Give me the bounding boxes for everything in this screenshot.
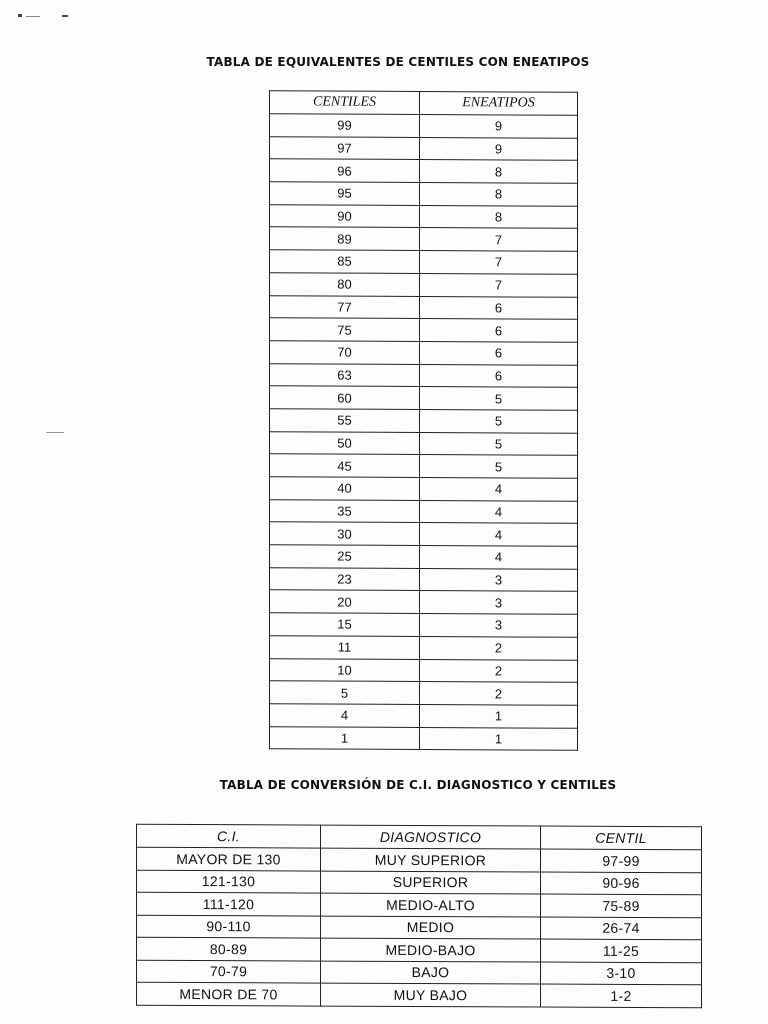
table-row [270, 590, 578, 614]
table-header-row [270, 91, 578, 116]
cell-eneatipo: 4 [420, 500, 578, 524]
cell-eneatipo: 1 [420, 704, 578, 728]
cell-diagnostico: MUY SUPERIOR [321, 848, 541, 871]
cell-eneatipo: 1 [420, 727, 578, 751]
cell-centil: 55 [270, 409, 420, 432]
table-row [270, 295, 578, 319]
cell-centil: 20 [270, 590, 420, 613]
cell-centil: 99 [270, 114, 420, 137]
table-row [137, 960, 702, 985]
cell-centil: 25 [270, 545, 420, 568]
table-row [270, 386, 578, 410]
cell-centil: 90 [270, 204, 420, 227]
table-row [270, 182, 578, 206]
table-row [270, 363, 578, 387]
cell-centil: 90-96 [541, 872, 702, 895]
table-row [270, 545, 578, 569]
scan-mark [18, 14, 22, 17]
cell-eneatipo: 4 [420, 523, 578, 547]
cell-eneatipo: 5 [420, 432, 578, 456]
cell-centil: 60 [270, 386, 420, 409]
cell-centil: 15 [270, 613, 420, 636]
cell-eneatipo: 9 [420, 114, 578, 138]
cell-centil: 4 [270, 704, 420, 727]
cell-eneatipo: 8 [420, 183, 578, 207]
cell-eneatipo: 7 [420, 228, 578, 252]
cell-ci: 70-79 [137, 960, 321, 983]
cell-centil: 85 [270, 250, 420, 273]
column-header-eneatipos: ENEATIPOS [420, 91, 578, 115]
cell-eneatipo: 7 [420, 251, 578, 275]
cell-diagnostico: MUY BAJO [321, 983, 541, 1006]
cell-eneatipo: 8 [420, 160, 578, 184]
table-row [270, 114, 578, 138]
table-row [270, 704, 578, 728]
table1-title: TABLA DE EQUIVALENTES DE CENTILES CON ENEATIPOS [206, 55, 590, 69]
table-row [270, 681, 578, 705]
cell-centil: 97-99 [541, 849, 702, 872]
table-row [137, 892, 702, 917]
table-row [270, 318, 578, 342]
cell-diagnostico: MEDIO-ALTO [321, 893, 541, 916]
table-row [270, 159, 578, 183]
cell-eneatipo: 4 [420, 546, 578, 570]
cell-diagnostico: BAJO [321, 961, 541, 984]
table-row [270, 636, 578, 660]
table-row [270, 567, 578, 591]
table-row [270, 454, 578, 478]
table-row [270, 658, 578, 682]
table-row [270, 409, 578, 433]
cell-ci: MAYOR DE 130 [137, 847, 321, 870]
table-row [270, 136, 578, 160]
cell-ci: 121-130 [137, 870, 321, 893]
table-header-row [137, 824, 702, 849]
cell-centil: 10 [270, 658, 420, 681]
table-row [270, 499, 578, 523]
centiles-eneatipos-table [269, 90, 578, 751]
column-header-ci: C.I. [137, 824, 321, 848]
cell-centil: 26-74 [541, 917, 702, 940]
cell-eneatipo: 8 [420, 205, 578, 229]
column-header-diagnostico: DIAGNOSTICO [321, 825, 541, 849]
table-row [137, 847, 702, 872]
cell-centil: 1 [270, 726, 420, 749]
cell-eneatipo: 3 [420, 591, 578, 615]
table-row [270, 613, 578, 637]
cell-diagnostico: MEDIO-BAJO [321, 938, 541, 961]
table-row [270, 273, 578, 297]
cell-eneatipo: 5 [420, 387, 578, 411]
table-row [137, 870, 702, 895]
cell-centil: 35 [270, 499, 420, 522]
cell-eneatipo: 2 [420, 682, 578, 706]
cell-eneatipo: 5 [420, 409, 578, 433]
table-row [270, 227, 578, 251]
cell-centil: 89 [270, 227, 420, 250]
cell-eneatipo: 3 [420, 568, 578, 592]
cell-eneatipo: 4 [420, 477, 578, 501]
cell-centil: 11 [270, 636, 420, 659]
cell-centil: 70 [270, 341, 420, 364]
table-row [270, 477, 578, 501]
cell-diagnostico: MEDIO [321, 916, 541, 939]
cell-eneatipo: 6 [420, 364, 578, 388]
column-header-centiles: CENTILES [270, 91, 420, 115]
cell-eneatipo: 9 [420, 137, 578, 161]
scan-mark [62, 15, 68, 17]
cell-eneatipo: 6 [420, 319, 578, 343]
cell-centil: 97 [270, 136, 420, 159]
cell-eneatipo: 5 [420, 455, 578, 479]
table-row [270, 204, 578, 228]
cell-centil: 80 [270, 273, 420, 296]
cell-centil: 23 [270, 567, 420, 590]
cell-centil: 40 [270, 477, 420, 500]
cell-diagnostico: SUPERIOR [321, 871, 541, 894]
cell-eneatipo: 2 [420, 659, 578, 683]
table-row [270, 726, 578, 750]
cell-centil: 95 [270, 182, 420, 205]
cell-eneatipo: 7 [420, 273, 578, 297]
cell-ci: 90-110 [137, 915, 321, 938]
scan-mark [46, 432, 64, 433]
table-row [270, 341, 578, 365]
table-row [270, 250, 578, 274]
cell-centil: 45 [270, 454, 420, 477]
cell-eneatipo: 2 [420, 636, 578, 660]
cell-centil: 77 [270, 295, 420, 318]
cell-centil: 1-2 [541, 984, 702, 1007]
cell-ci: 80-89 [137, 937, 321, 960]
cell-centil: 50 [270, 431, 420, 454]
cell-centil: 63 [270, 363, 420, 386]
table-row [270, 522, 578, 546]
cell-ci: MENOR DE 70 [137, 982, 321, 1005]
column-header-centil: CENTIL [541, 826, 702, 850]
cell-eneatipo: 6 [420, 341, 578, 365]
table2-title: TABLA DE CONVERSIÓN DE C.I. DIAGNOSTICO Y CENTILES [219, 778, 617, 792]
cell-centil: 5 [270, 681, 420, 704]
scan-mark [26, 16, 40, 17]
cell-centil: 11-25 [541, 939, 702, 962]
ci-diagnostico-table [136, 824, 702, 1008]
cell-eneatipo: 6 [420, 296, 578, 320]
table-row [137, 915, 702, 940]
cell-eneatipo: 3 [420, 614, 578, 638]
cell-centil: 96 [270, 159, 420, 182]
cell-centil: 30 [270, 522, 420, 545]
table-row [270, 431, 578, 455]
table-row [137, 937, 702, 962]
cell-centil: 75-89 [541, 894, 702, 917]
table-row [137, 982, 702, 1007]
cell-ci: 111-120 [137, 892, 321, 915]
cell-centil: 75 [270, 318, 420, 341]
cell-centil: 3-10 [541, 962, 702, 985]
